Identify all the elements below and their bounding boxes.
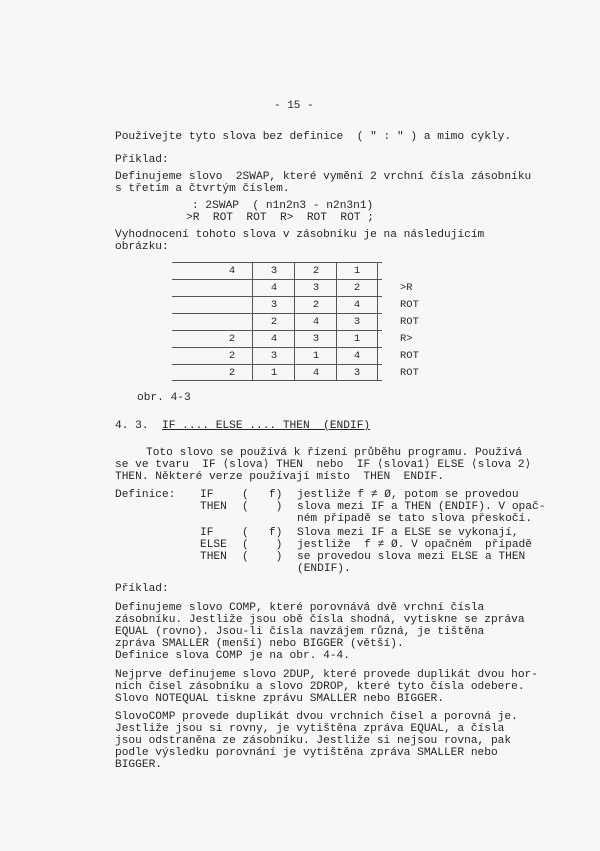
para-text: Jestliže jsou si rovny, je vytištěna zpráva EQUAL, a čísla [115, 723, 505, 735]
para-text: podle výsledku porovnání je vytištěna zpráva SMALLER nebo [115, 747, 498, 759]
eval-text: Vyhodnocení tohoto slova v zásobníku je na následujícím [115, 229, 485, 241]
stack-figure [172, 262, 419, 380]
stack-cell: 2 [228, 350, 236, 362]
intro-line: Používejte tyto slova bez definice ( " : " ) a mimo cykly. [115, 131, 512, 143]
stack-cell: 4 [270, 333, 278, 345]
def-word: IF [200, 489, 214, 501]
figure-line [172, 380, 382, 381]
section-number: 4. 3. [115, 420, 149, 432]
stack-op: ROT [400, 299, 419, 311]
stack-op: R> [400, 333, 413, 345]
stack-cell: 4 [312, 367, 320, 379]
def-stack: ( f) [242, 527, 283, 539]
para-text: Slovo NOTEQUAL tiskne zprávu SMALLER nebo BIGGER. [115, 693, 444, 705]
definition-label: Definice: [115, 489, 176, 501]
para-text: jsou odstraněna ze zásobníku. Jestliže si nejsou rovna, pak [115, 735, 512, 747]
stack-cell: 4 [312, 316, 320, 328]
stack-cell: 3 [270, 265, 278, 277]
stack-cell: 2 [270, 316, 278, 328]
stack-cell: 3 [270, 350, 278, 362]
figure-line [377, 262, 378, 380]
section-title: IF .... ELSE .... THEN (ENDIF) [162, 420, 371, 432]
figure-line [172, 262, 382, 263]
stack-cell: 1 [353, 333, 361, 345]
stack-cell: 2 [312, 299, 320, 311]
def-desc: (ENDIF). [297, 563, 351, 575]
stack-cell: 2 [228, 333, 236, 345]
example-text: zpráva SMALLER (menší) nebo BIGGER (větší). [115, 638, 404, 650]
para-text: BIGGER. [115, 759, 162, 771]
figure-line [294, 262, 295, 380]
example-label: Příklad: [115, 583, 169, 595]
def-desc: slova mezi IF a THEN (ENDIF). V opač- [297, 501, 546, 513]
stack-cell: 3 [353, 367, 361, 379]
figure-caption: obr. 4-3 [137, 392, 191, 404]
stack-cell: 4 [270, 282, 278, 294]
stack-cell: 1 [353, 265, 361, 277]
stack-cell: 3 [270, 299, 278, 311]
stack-cell: 4 [228, 265, 236, 277]
example-text: Definujeme slovo COMP, které porovnává dvě vrchní čísla [115, 602, 485, 614]
figure-line [172, 364, 382, 365]
example-label: Příklad: [115, 154, 169, 166]
def-desc: jestliže f ≠ Ø, potom se provedou [297, 489, 519, 501]
figure-line [252, 262, 253, 380]
example-text: zásobníku. Jestliže jsou obě čísla shodná, vytiskne se zpráva [115, 614, 525, 626]
figure-line [336, 262, 337, 380]
stack-op: ROT [400, 367, 419, 379]
page-number: - 15 - [274, 100, 314, 112]
def-word: THEN [200, 501, 227, 513]
def-stack: ( ) [242, 551, 283, 563]
stack-cell: 2 [353, 282, 361, 294]
example-text: EQUAL (rovno). Jsou-li čísla navzájem různá, je tištěna [115, 626, 485, 638]
def-desc: se provedou slova mezi ELSE a THEN [297, 551, 526, 563]
def-word: ELSE [200, 539, 227, 551]
figure-line [172, 296, 382, 297]
stack-cell: 3 [312, 282, 320, 294]
stack-cell: 1 [270, 367, 278, 379]
code-line: >R ROT ROT R> ROT ROT ; [186, 212, 374, 224]
def-word: THEN [200, 551, 227, 563]
stack-cell: 4 [353, 350, 361, 362]
para-text: SlovoCOMP provede duplikát dvou vrchních čísel a porovná je. [115, 711, 518, 723]
stack-cell: 1 [312, 350, 320, 362]
def-desc: jestliže f ≠ Ø. V opačném případě [297, 539, 532, 551]
para-text: Toto slovo se používá k řízení průběhu programu. Používá [146, 447, 522, 459]
para-text: ních čísel zásobníku a slovo 2DROP, které tyto čísla odebere. [115, 681, 525, 693]
def-stack: ( ) [242, 539, 283, 551]
figure-line [172, 347, 382, 348]
example-text: s třetím a čtvrtým číslem. [115, 183, 290, 195]
def-stack: ( ) [242, 501, 283, 513]
def-word: IF [200, 527, 214, 539]
def-stack: ( f) [242, 489, 283, 501]
stack-cell: 4 [353, 299, 361, 311]
example-text: Definujeme slovo 2SWAP, které vymění 2 vrchní čísla zásobníku [115, 171, 532, 183]
stack-op: >R [400, 282, 413, 294]
stack-cell: 2 [228, 367, 236, 379]
para-text: THEN. Některé verze používají místo THEN ENDIF. [115, 471, 444, 483]
figure-line [172, 330, 382, 331]
stack-cell: 2 [312, 265, 320, 277]
stack-cell: 3 [353, 316, 361, 328]
figure-line [172, 279, 382, 280]
def-desc: ném případě se tato slova přeskočí. [297, 513, 532, 525]
eval-text: obrázku: [115, 241, 169, 253]
figure-line [172, 313, 382, 314]
para-text: se ve tvaru IF ⟨slova⟩ THEN nebo IF ⟨slova1⟩ ELSE ⟨slova 2⟩ [115, 459, 532, 471]
code-line: : 2SWAP ( n1n2n3 - n2n3n1) [192, 200, 374, 212]
def-desc: Slova mezi IF a ELSE se vykonají, [297, 527, 519, 539]
example-text: Definice slova COMP je na obr. 4-4. [115, 650, 350, 662]
stack-op: ROT [400, 316, 419, 328]
stack-op: ROT [400, 350, 419, 362]
stack-cell: 3 [312, 333, 320, 345]
para-text: Nejprve definujeme slovo 2DUP, které provede duplikát dvou hor- [115, 669, 538, 681]
